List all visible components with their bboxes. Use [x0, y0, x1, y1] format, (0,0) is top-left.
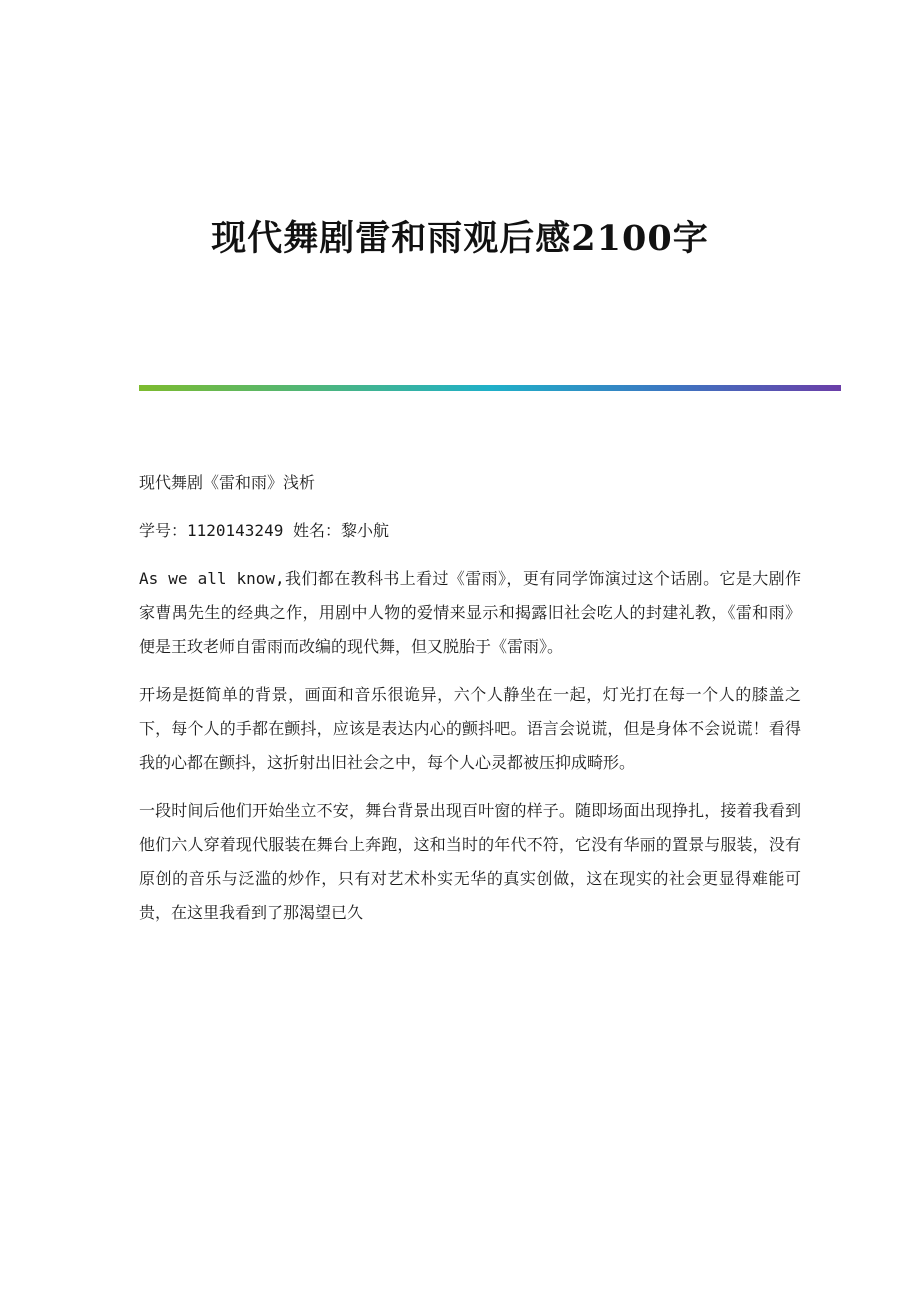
author-line: 学号：1120143249 姓名：黎小航	[139, 521, 389, 540]
document-title: 现代舞剧雷和雨观后感2100字	[211, 218, 709, 259]
title-divider	[139, 385, 841, 391]
paragraph: As we all know,我们都在教科书上看过《雷雨》，更有同学饰演过这个话剧。它是大剧作家曹禺先生的经典之作，用剧中人物的爱情来显示和揭露旧社会吃人的封建礼教，《雷和雨》便是王玫老师自雷雨而改编的现代舞，但又脱胎于《雷雨》。	[139, 569, 801, 656]
section-heading: 现代舞剧《雷和雨》浅析	[139, 473, 316, 492]
document-body	[139, 466, 801, 944]
paragraph: 一段时间后他们开始坐立不安，舞台背景出现百叶窗的样子。随即场面出现挣扎，接着我看到他们六人穿着现代服装在舞台上奔跑，这和当时的年代不符，它没有华丽的置景与服装，没有原创的音乐与泛滥的炒作，只有对艺术朴实无华的真实创做，这在现实的社会更显得难能可贵，在这里我看到了那渴望已久	[139, 801, 801, 922]
paragraph: 开场是挺简单的背景，画面和音乐很诡异，六个人静坐在一起，灯光打在每一个人的膝盖之下，每个人的手都在颤抖，应该是表达内心的颤抖吧。语言会说谎，但是身体不会说谎！看得我的心都在颤抖，这折射出旧社会之中，每个人心灵都被压抑成畸形。	[139, 685, 801, 772]
